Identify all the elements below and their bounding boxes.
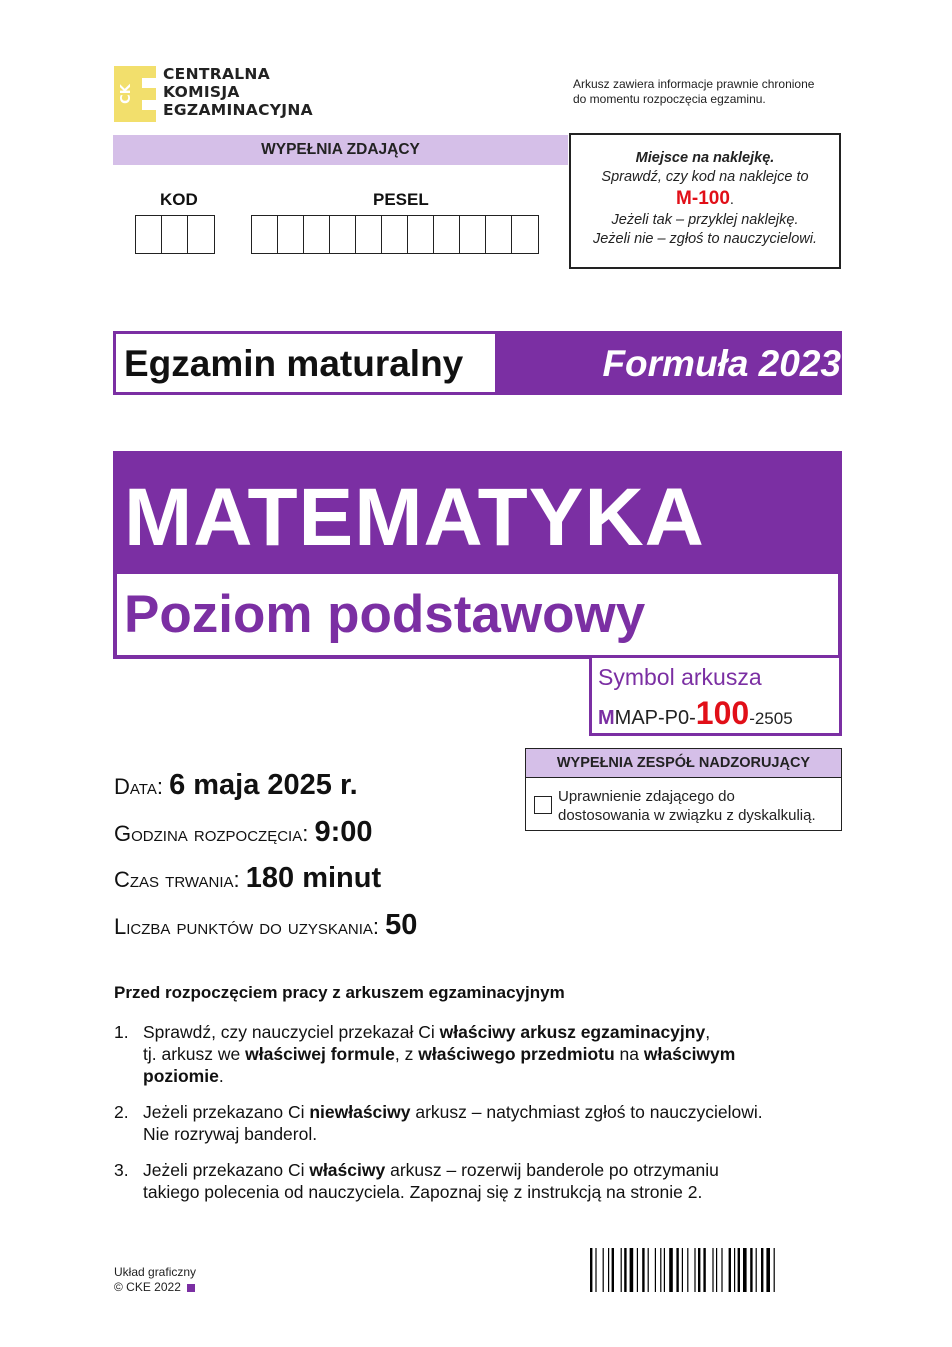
pesel-box[interactable] <box>434 216 460 253</box>
kod-input-boxes[interactable] <box>135 215 215 254</box>
symbol-number: 100 <box>695 695 750 731</box>
sticker-check-line: Sprawdź, czy kod na naklejce to <box>601 169 809 185</box>
instruction-item <box>114 1021 834 1087</box>
sticker-if-yes: Jeżeli tak – przyklej naklejkę. <box>611 212 799 228</box>
instruction-bold: poziomie <box>143 1066 219 1086</box>
info-date <box>114 770 358 802</box>
pesel-box[interactable] <box>252 216 278 253</box>
exam-title: Egzamin maturalny <box>124 343 464 384</box>
instructions-heading: Przed rozpoczęciem pracy z arkuszem egzaminacyjnym <box>114 983 565 1002</box>
kod-box[interactable] <box>162 216 188 253</box>
symbol-prefix: M <box>598 707 615 729</box>
points-value: 50 <box>385 909 418 941</box>
dyscalculia-line-1: Uprawnienie zdającego do <box>558 788 735 805</box>
footer-line-1: Układ graficzny <box>114 1265 197 1279</box>
instruction-item <box>114 1101 834 1145</box>
pesel-box[interactable] <box>356 216 382 253</box>
svg-text:CK: CK <box>119 84 134 104</box>
instruction-bold: właściwego przedmiotu <box>418 1044 615 1064</box>
pesel-box[interactable] <box>512 216 538 253</box>
candidate-fill-band <box>113 135 568 165</box>
instruction-text: , <box>705 1022 711 1042</box>
info-points <box>114 910 417 942</box>
subject-title: MATEMATYKA <box>124 472 705 563</box>
subject-level: Poziom podstawowy <box>124 585 646 644</box>
pesel-box[interactable] <box>460 216 486 253</box>
pesel-box[interactable] <box>278 216 304 253</box>
start-value: 9:00 <box>314 816 373 848</box>
date-value: 6 maja 2025 r. <box>169 769 358 801</box>
symbol-label: Symbol arkusza <box>598 664 762 690</box>
dyscalculia-text <box>558 787 816 825</box>
barcode-icon <box>590 1248 824 1292</box>
logo-line-3: EGZAMINACYJNA <box>163 101 313 119</box>
instruction-text: , z <box>394 1044 419 1064</box>
start-label: Godzina rozpoczęcia: <box>114 821 309 846</box>
logo-line-1: CENTRALNA <box>163 65 270 83</box>
pesel-box[interactable] <box>330 216 356 253</box>
kod-box[interactable] <box>136 216 162 253</box>
points-label: Liczba punktów do uzyskania: <box>114 914 380 939</box>
duration-value: 180 minut <box>245 862 382 894</box>
supervisors-head: WYPEŁNIA ZESPÓŁ NADZORUJĄCY <box>526 749 841 778</box>
instruction-text: Sprawdź, czy nauczyciel przekazał Ci <box>143 1022 440 1042</box>
instruction-text: takiego polecenia od nauczyciela. Zapoznaj się z instrukcją na stronie 2. <box>143 1182 703 1202</box>
cke-logo-text <box>163 65 313 119</box>
duration-label: Czas trwania: <box>114 867 240 892</box>
instruction-number: 1. <box>114 1022 129 1042</box>
pesel-box[interactable] <box>304 216 330 253</box>
dyscalculia-line-2: dostosowania w związku z dyskalkulią. <box>558 807 816 824</box>
kod-label: KOD <box>160 190 198 209</box>
info-duration <box>114 863 381 895</box>
instruction-item <box>114 1159 834 1203</box>
sticker-code: M-100 <box>676 188 730 209</box>
kod-box[interactable] <box>188 216 214 253</box>
footer <box>114 1265 196 1295</box>
instruction-text: arkusz – natychmiast zgłoś to nauczycielowi. <box>410 1102 763 1122</box>
pesel-box[interactable] <box>486 216 512 253</box>
notice-line-2: do momentu rozpoczęcia egzaminu. <box>573 92 766 106</box>
pesel-label: PESEL <box>373 190 429 209</box>
dyscalculia-checkbox[interactable] <box>534 796 552 814</box>
instruction-text: na <box>614 1044 644 1064</box>
date-label: Data: <box>114 774 163 799</box>
instruction-text: tj. arkusz we <box>143 1044 246 1064</box>
instruction-bold: właściwy <box>309 1160 386 1180</box>
notice-line-1: Arkusz zawiera informacje prawnie chronione <box>573 77 815 91</box>
sticker-period: . <box>729 192 734 208</box>
instruction-number: 2. <box>114 1102 129 1122</box>
exam-formula: Formuła 2023 <box>602 343 841 384</box>
instruction-text: arkusz – rozerwij banderole po otrzymaniu <box>385 1160 719 1180</box>
instruction-text: Jeżeli przekazano Ci <box>143 1102 310 1122</box>
pesel-box[interactable] <box>382 216 408 253</box>
footer-line-2: © CKE 2022 <box>114 1280 181 1294</box>
instruction-text: . <box>218 1066 224 1086</box>
symbol-suffix: -2505 <box>749 709 793 728</box>
sticker-if-no: Jeżeli nie – zgłoś to nauczycielowi. <box>592 231 818 247</box>
candidate-band-label: WYPEŁNIA ZDAJĄCY <box>261 141 420 158</box>
instruction-text: Jeżeli przekazano Ci <box>143 1160 310 1180</box>
instruction-bold: właściwej formule <box>245 1044 395 1064</box>
logo-line-2: KOMISJA <box>163 83 240 101</box>
instruction-text: Nie rozrywaj banderol. <box>143 1124 318 1144</box>
symbol-code <box>598 695 793 737</box>
info-start <box>114 817 373 849</box>
pesel-box[interactable] <box>408 216 434 253</box>
confidentiality-notice <box>573 77 814 107</box>
instruction-bold: właściwym <box>643 1044 736 1064</box>
instruction-bold: niewłaściwy <box>309 1102 411 1122</box>
instruction-number: 3. <box>114 1160 129 1180</box>
sticker-area <box>569 133 841 269</box>
cke-logo-icon <box>114 66 156 122</box>
cke-mark-icon <box>187 1284 195 1292</box>
pesel-input-boxes[interactable] <box>251 215 539 254</box>
symbol-mid: MAP-P0- <box>614 707 696 729</box>
sticker-title: Miejsce na naklejkę. <box>635 150 775 166</box>
instruction-bold: właściwy arkusz egzaminacyjny <box>439 1022 706 1042</box>
